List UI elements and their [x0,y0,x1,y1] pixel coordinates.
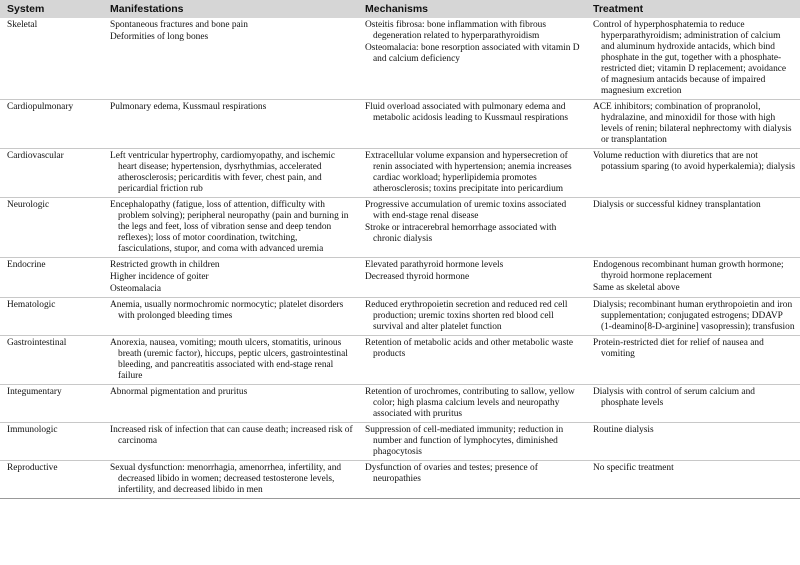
mechanisms-paragraph: Stroke or intracerebral hemorrhage associated with chronic dialysis [365,223,557,244]
cell-mechanisms [358,18,586,100]
mechanisms-paragraph: Progressive accumulation of uremic toxins associated with end-stage renal disease [365,200,567,221]
treatment-paragraph: No specific treatment [593,463,674,473]
cell-system: Cardiovascular [0,149,103,198]
treatment-paragraph: ACE inhibitors; combination of propranolol, hydralazine, and minoxidil for those with high levels of renin; bilateral nephrectomy with dialysis or transplantation [593,102,792,145]
cell-mechanisms [358,385,586,423]
cell-manifestations [103,149,358,198]
mechanisms-paragraph: Reduced erythropoietin secretion and reduced red cell production; uremic toxins shorten red blood cell survival and alter platelet function [365,300,568,332]
cell-mechanisms [358,258,586,298]
cell-mechanisms [358,149,586,198]
manifestations-paragraph: Restricted growth in children [110,260,220,270]
cell-manifestations [103,336,358,385]
cell-treatment [586,258,800,298]
mechanisms-paragraph: Osteitis fibrosa: bone inflammation with fibrous degeneration related to hyperparathyroidism [365,20,546,41]
cell-system: Hematologic [0,298,103,336]
manifestations-paragraph: Sexual dysfunction: menorrhagia, amenorrhea, infertility, and decreased libido in women; decreased testosterone levels, infertility, and decreased libido in men [110,463,342,495]
cell-manifestations [103,198,358,258]
table-row [0,423,800,461]
cell-system: Skeletal [0,18,103,100]
cell-treatment [586,336,800,385]
header-manifestations: Manifestations [103,0,358,18]
cell-mechanisms [358,461,586,499]
manifestations-paragraph: Anemia, usually normochromic normocytic; platelet disorders with prolonged bleeding times [110,300,344,321]
cell-manifestations [103,385,358,423]
manifestations-paragraph: Abnormal pigmentation and pruritus [110,387,248,397]
treatment-paragraph: Routine dialysis [593,425,654,435]
cell-manifestations [103,461,358,499]
cell-treatment [586,423,800,461]
mechanisms-paragraph: Retention of urochromes, contributing to sallow, yellow color; high plasma calcium levels and neuropathy associated with pruritus [365,387,575,419]
cell-system: Neurologic [0,198,103,258]
table-row [0,385,800,423]
treatment-paragraph: Protein-restricted diet for relief of nausea and vomiting [593,338,764,359]
cell-manifestations [103,100,358,149]
cell-system: Reproductive [0,461,103,499]
treatment-paragraph: Same as skeletal above [593,283,680,293]
cell-system: Endocrine [0,258,103,298]
mechanisms-paragraph: Dysfunction of ovaries and testes; presence of neuropathies [365,463,538,484]
cell-mechanisms [358,100,586,149]
table-row [0,336,800,385]
treatment-paragraph: Dialysis or successful kidney transplantation [593,200,761,210]
cell-treatment [586,100,800,149]
header-mechanisms: Mechanisms [358,0,586,18]
cell-manifestations [103,18,358,100]
treatment-paragraph: Dialysis with control of serum calcium and phosphate levels [593,387,755,408]
table-header [0,0,800,18]
cell-treatment [586,198,800,258]
cell-mechanisms [358,336,586,385]
manifestations-paragraph: Osteomalacia [110,284,162,294]
mechanisms-paragraph: Osteomalacia: bone resorption associated with vitamin D and calcium deficiency [365,43,580,64]
manifestations-paragraph: Encephalopathy (fatigue, loss of attention, difficulty with problem solving); peripheral neuropathy (pain and burning in the legs and feet, loss of vibration sense and deep tendon reflexes); loss of motor coordination, twitching, fasciculations, stupor, and coma with advanced uremia [110,200,349,254]
manifestations-paragraph: Anorexia, nausea, vomiting; mouth ulcers, stomatitis, urinous breath (uremic factor), hiccups, peptic ulcers, gastrointestinal bleeding, and pancreatitis associated with end-stage renal failure [110,338,348,381]
manifestations-paragraph: Spontaneous fractures and bone pain [110,20,248,30]
cell-system: Cardiopulmonary [0,100,103,149]
treatment-paragraph: Endogenous recombinant human growth hormone; thyroid hormone replacement [593,260,784,281]
header-row [0,0,800,18]
treatment-paragraph: Control of hyperphosphatemia to reduce hyperparathyroidism; administration of calcium and aluminum hydroxide antacids, which bind phosphate in the gut, together with a phosphate-restricted diet; vitamin D replacement; avoidance of magnesium antacids because of impaired magnesium excretion [593,20,787,96]
header-system: System [0,0,103,18]
mechanisms-paragraph: Fluid overload associated with pulmonary edema and metabolic acidosis leading to Kussmaul respirations [365,102,569,123]
cell-treatment [586,385,800,423]
treatment-paragraph: Dialysis; recombinant human erythropoietin and iron supplementation; conjugated estrogens; DDAVP (1-deamino[8-D-arginine] vasopressin); transfusion [593,300,795,332]
cell-mechanisms [358,198,586,258]
cell-treatment [586,18,800,100]
manifestations-paragraph: Increased risk of infection that can cause death; increased risk of carcinoma [110,425,353,446]
cell-mechanisms [358,298,586,336]
cell-manifestations [103,258,358,298]
treatment-paragraph: Volume reduction with diuretics that are not potassium sparing (to avoid hyperkalemia); dialysis [593,151,795,172]
table-row [0,298,800,336]
mechanisms-paragraph: Extracellular volume expansion and hypersecretion of renin associated with hypertension; anemia increases cardiac workload; hyperlipidemia promotes atherosclerosis; toxins precipitate into pericardium [365,151,572,194]
cell-system: Integumentary [0,385,103,423]
table-row [0,461,800,499]
cell-manifestations [103,298,358,336]
manifestations-paragraph: Deformities of long bones [110,32,209,42]
table-row [0,198,800,258]
mechanisms-paragraph: Decreased thyroid hormone [365,272,470,282]
cell-treatment [586,461,800,499]
mechanisms-paragraph: Retention of metabolic acids and other metabolic waste products [365,338,574,359]
mechanisms-paragraph: Suppression of cell-mediated immunity; reduction in number and function of lymphocytes, diminished phagocytosis [365,425,564,457]
mechanisms-paragraph: Elevated parathyroid hormone levels [365,260,504,270]
table-row [0,149,800,198]
table-row [0,258,800,298]
cell-treatment [586,149,800,198]
table-row [0,18,800,100]
manifestations-paragraph: Higher incidence of goiter [110,272,209,282]
table-row [0,100,800,149]
table-body [0,18,800,499]
manifestations-paragraph: Pulmonary edema, Kussmaul respirations [110,102,267,112]
header-treatment: Treatment [586,0,800,18]
cell-system: Immunologic [0,423,103,461]
cell-mechanisms [358,423,586,461]
manifestations-paragraph: Left ventricular hypertrophy, cardiomyopathy, and ischemic heart disease; hypertension, dysrhythmias, accelerated atherosclerosis; pericarditis with fever, chest pain, and pericardial friction rub [110,151,336,194]
cell-manifestations [103,423,358,461]
cell-treatment [586,298,800,336]
cell-system: Gastrointestinal [0,336,103,385]
